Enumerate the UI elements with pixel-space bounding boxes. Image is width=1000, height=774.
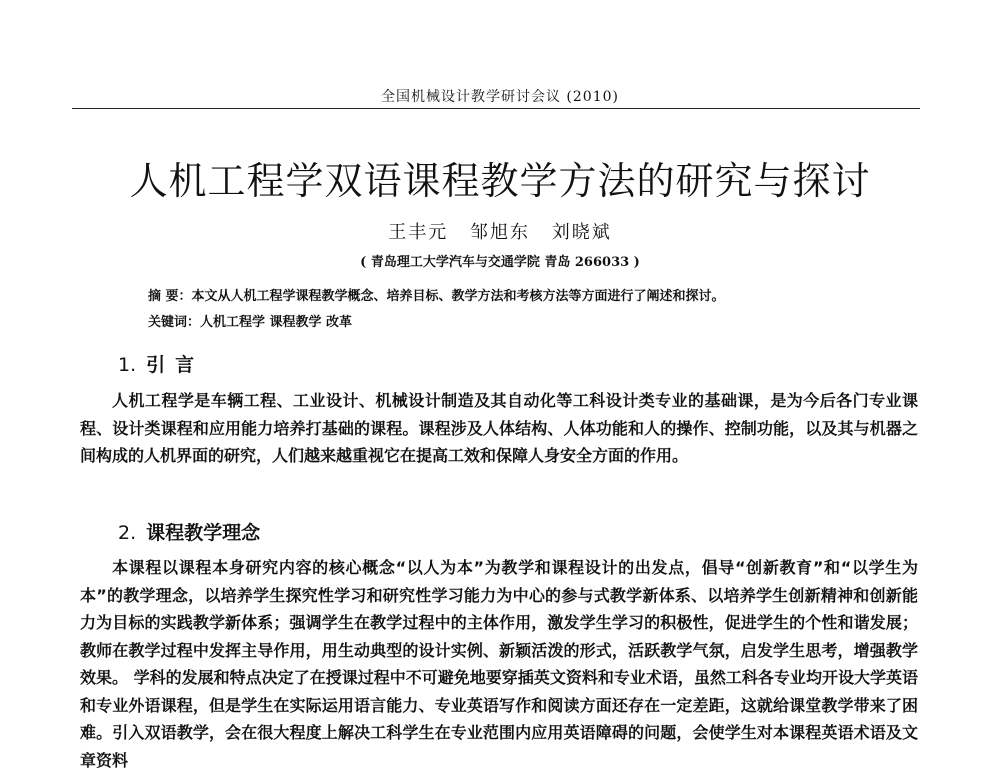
section-heading-teaching-philosophy [118, 518, 260, 545]
section-paragraph-teaching-philosophy: 本课程以课程本身研究内容的核心概念“以人为本”为教学和课程设计的出发点，倡导“创新教育”和“以学生为本”的教学理念，以培养学生探究性学习和研究性学习能力为中心的参与式教学新体系、以培养学生创新精神和创新能力为目标的实践教学新体系；强调学生在教学过程中的主体作用，激发学生学习的积极性，促进学生的个性和谐发展；教师在教学过程中发挥主导作用，用生动典型的设计实例、新颖活泼的形式，活跃教学气氛，启发学生思考，增强教学效果。 学科的发展和特点决定了在授课过程中不可避免地要穿插英文资料和专业术语，虽然工科各专业均开设大学英语和专业外语课程，但是学生在实际运用语言能力、专业英语写作和阅读方面还存在一定差距，这就给课堂教学带来了困难。引入双语教学，会在很大程度上解决工科学生在专业范围内应用英语障碍的问题，会使学生对本课程英语术语及文章资料 [80, 558, 918, 770]
paper-title: 人机工程学双语课程教学方法的研究与探讨 [129, 159, 871, 203]
author-list: 王丰元 邹旭东 刘晓斌 [388, 222, 612, 243]
abstract: 摘 要：本文从人机工程学课程教学概念、培养目标、教学方法和考核方法等方面进行了阐述和探讨。 [148, 289, 725, 304]
section-number: 2. [118, 522, 137, 544]
running-header: 全国机械设计教学研讨会议 (2010) [380, 89, 619, 105]
section-title: 引言 [146, 354, 205, 376]
keywords: 关键词：人机工程学 课程教学 改革 [148, 315, 353, 330]
section-number: 1. [118, 354, 137, 376]
section-paragraph-introduction: 人机工程学是车辆工程、工业设计、机械设计制造及其自动化等工科设计类专业的基础课，是为今后各门专业课程、设计类课程和应用能力培养打基础的课程。课程涉及人体结构、人体功能和人的操作、控制功能，以及其与机器之间构成的人机界面的研究，人们越来越重视它在提高工效和保障人身安全方面的作用。 [80, 391, 918, 465]
section-title: 课程教学理念 [146, 522, 261, 544]
affiliation: ( 青岛理工大学汽车与交通学院 青岛 266033 ) [360, 255, 640, 270]
header-rule [72, 108, 920, 109]
section-heading-introduction [118, 350, 204, 377]
